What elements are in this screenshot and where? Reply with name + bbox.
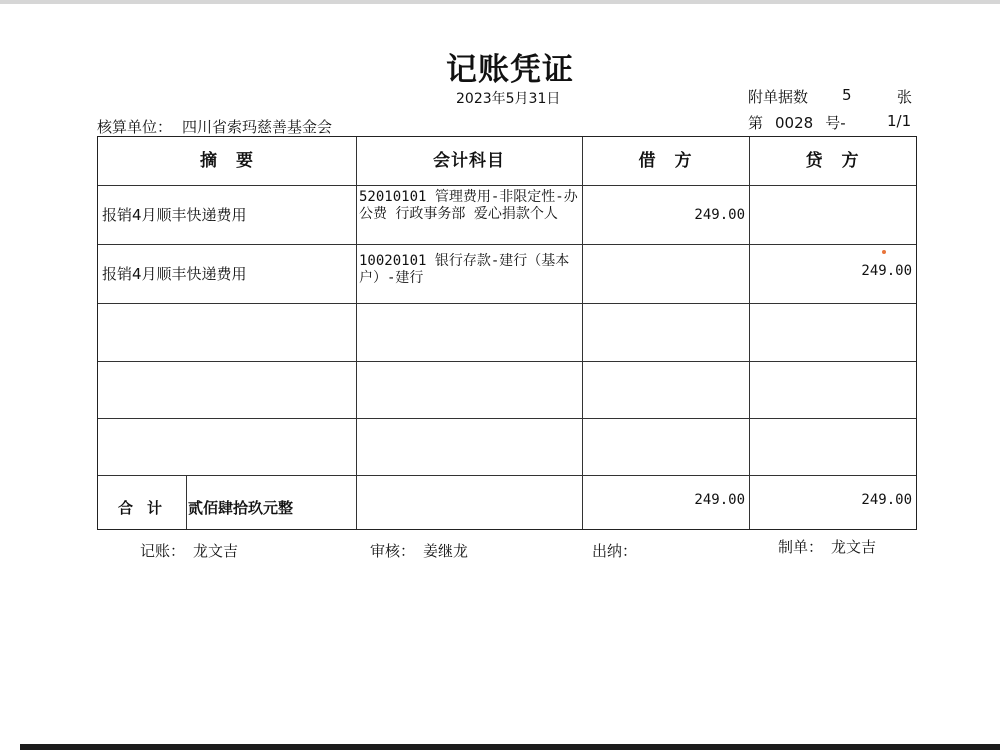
row-1-account: 52010101 管理费用-非限定性-办公费 行政事务部 爱心捐款个人 bbox=[359, 189, 578, 222]
total-label: 合计 bbox=[117, 499, 176, 517]
header-credit: 贷 方 bbox=[805, 151, 860, 171]
preparer-label: 制单： bbox=[778, 538, 824, 556]
preparer-name: 龙文吉 bbox=[831, 538, 877, 556]
column-divider bbox=[749, 137, 750, 529]
row-divider bbox=[98, 361, 916, 362]
accounting-unit-label: 核算单位： bbox=[97, 118, 173, 136]
reviewer-label: 审核： bbox=[370, 542, 416, 560]
header-summary: 摘 要 bbox=[200, 151, 254, 171]
cashier-signature bbox=[592, 540, 645, 561]
row-1-debit: 249.00 bbox=[694, 207, 745, 223]
voucher-page: 1/1 bbox=[887, 112, 912, 130]
row-divider bbox=[98, 303, 916, 304]
voucher-number-value: 0028 bbox=[775, 114, 814, 132]
voucher-table bbox=[97, 136, 917, 530]
scan-top-edge bbox=[0, 0, 1000, 4]
scan-bottom-edge bbox=[20, 744, 1000, 750]
attachments-label: 附单据数 bbox=[748, 88, 809, 106]
voucher-number bbox=[748, 112, 858, 133]
ink-mark bbox=[882, 250, 886, 254]
row-2-account: 10020101 银行存款-建行（基本户）-建行 bbox=[359, 253, 570, 286]
row-2-summary: 报销4月顺丰快递费用 bbox=[102, 265, 247, 283]
voucher-title: 记账凭证 bbox=[446, 52, 574, 88]
preparer-signature bbox=[778, 536, 876, 557]
bookkeeper-signature bbox=[140, 540, 238, 561]
voucher-date: 2023年5月31日 bbox=[456, 91, 561, 107]
column-divider bbox=[582, 137, 583, 529]
attachments-count: 5 bbox=[842, 86, 852, 104]
bookkeeper-name: 龙文吉 bbox=[193, 542, 239, 560]
bookkeeper-label: 记账： bbox=[140, 542, 186, 560]
header-account: 会计科目 bbox=[433, 151, 505, 171]
total-debit: 249.00 bbox=[694, 492, 745, 508]
header-debit: 借 方 bbox=[638, 151, 693, 171]
accounting-unit-name: 四川省索玛慈善基金会 bbox=[182, 118, 333, 136]
accounting-unit bbox=[97, 116, 332, 137]
cashier-label: 出纳： bbox=[592, 542, 638, 560]
voucher-number-prefix: 第 bbox=[748, 114, 764, 132]
row-2-credit: 249.00 bbox=[861, 263, 912, 279]
attachments-unit: 张 bbox=[897, 88, 913, 106]
total-amount-in-words: 贰佰肆拾玖元整 bbox=[188, 499, 294, 517]
row-divider bbox=[98, 475, 916, 476]
row-divider bbox=[98, 418, 916, 419]
voucher-number-suffix: 号- bbox=[825, 114, 846, 132]
row-1-summary: 报销4月顺丰快递费用 bbox=[102, 206, 247, 224]
reviewer-name: 姜继龙 bbox=[423, 542, 469, 560]
total-credit: 249.00 bbox=[861, 492, 912, 508]
reviewer-signature bbox=[370, 540, 468, 561]
